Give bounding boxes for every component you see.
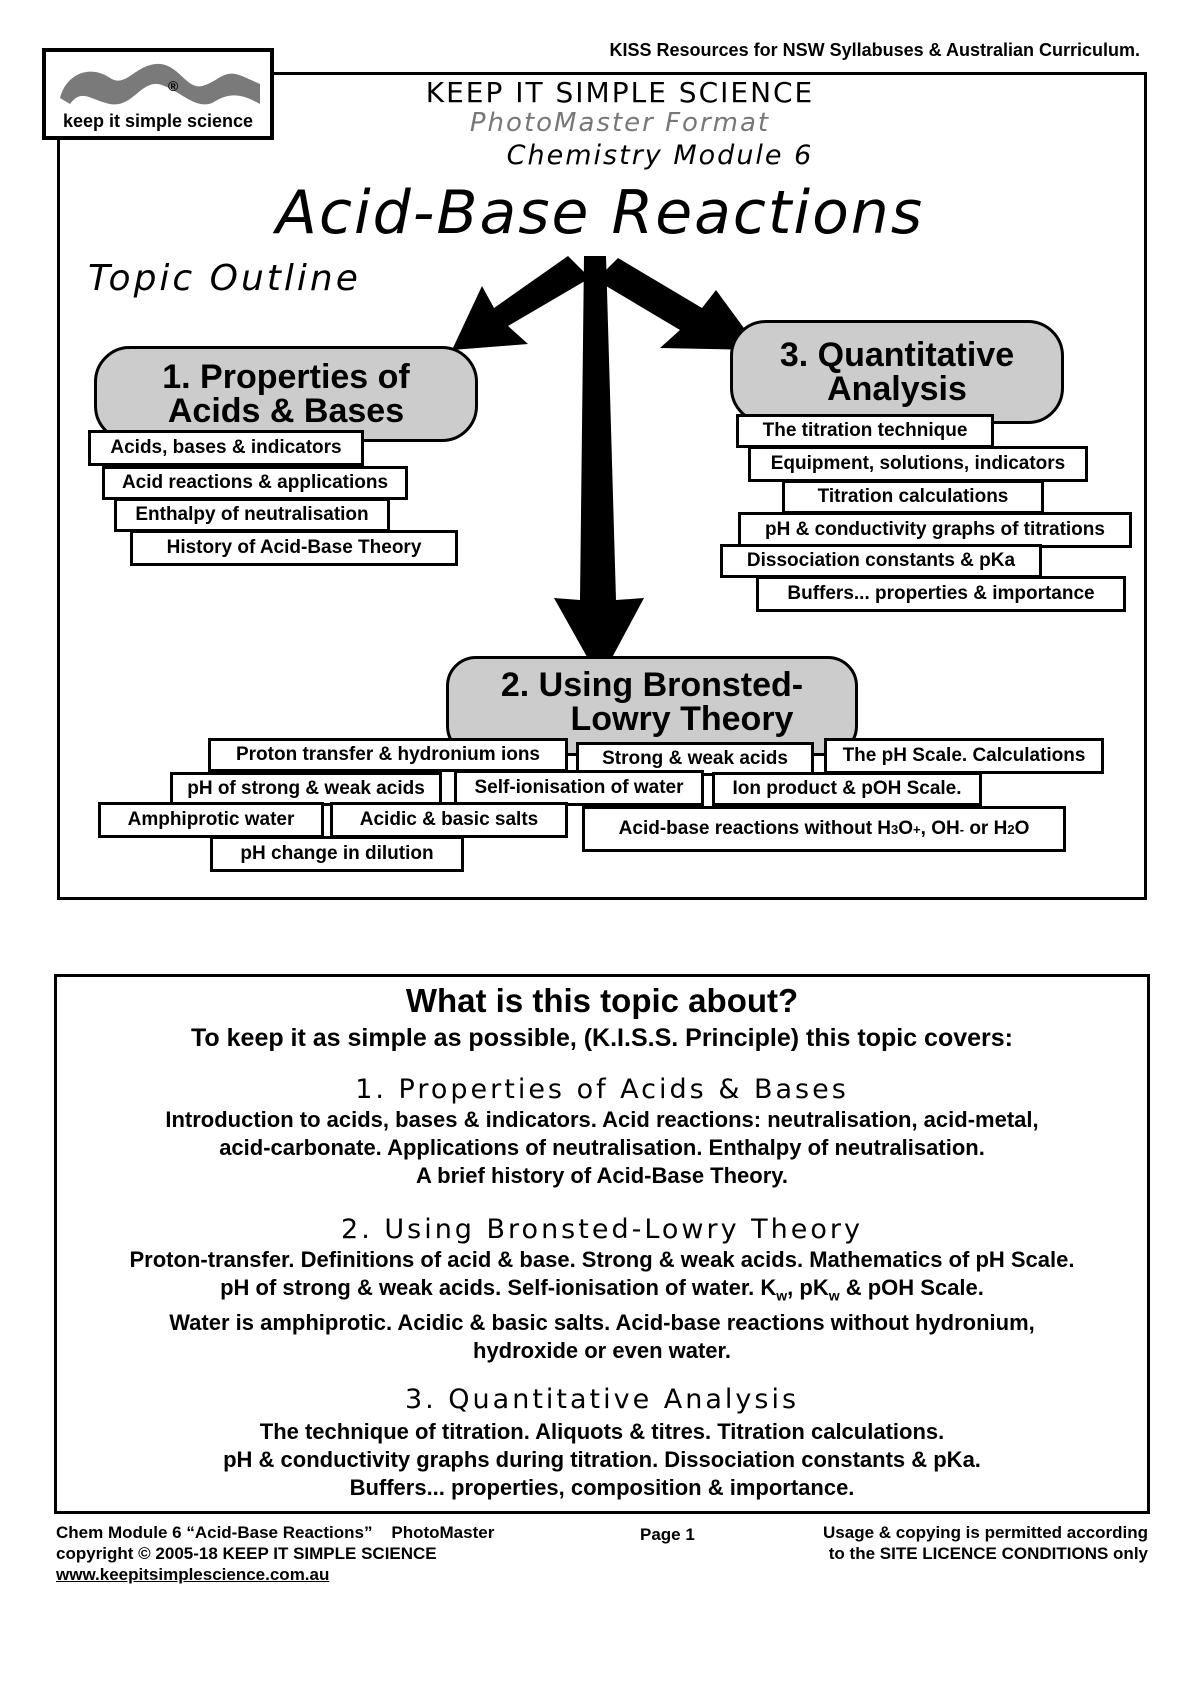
s3-item: Dissociation constants & pKa: [720, 544, 1042, 578]
kiss-logo: [42, 48, 274, 140]
section2-title-line2: Lowry Theory: [570, 700, 794, 738]
section3-title-line1: 3. Quantitative: [779, 336, 1015, 374]
about-s2-heading: 2. Using Bronsted-Lowry Theory: [341, 1214, 863, 1245]
s3-item: pH & conductivity graphs of titrations: [738, 512, 1132, 548]
kiss-resources-text: KISS Resources for NSW Syllabuses & Australian Curriculum.: [609, 40, 1140, 60]
registered-mark: ®: [168, 78, 179, 94]
s1-item: History of Acid-Base Theory: [130, 530, 458, 566]
footer-copyright: copyright © 2005-18 KEEP IT SIMPLE SCIENCE: [56, 1544, 437, 1563]
brand-title: KEEP IT SIMPLE SCIENCE: [425, 76, 815, 109]
s2-item: Acidic & basic salts: [330, 802, 568, 838]
footer-module: Chem Module 6 “Acid-Base Reactions” PhotoMaster: [56, 1523, 495, 1542]
section3-title-line2: Analysis: [827, 370, 967, 408]
section2-title-line1: 2. Using Bronsted-: [500, 666, 804, 704]
s3-item: Titration calculations: [782, 480, 1044, 514]
page-title: Acid-Base Reactions: [275, 178, 925, 248]
about-title: What is this topic about?: [405, 982, 799, 1019]
footer-usage: Usage & copying is permitted according to the SITE LICENCE CONDITIONS only: [823, 1523, 1148, 1563]
about-s3-heading: 3. Quantitative Analysis: [404, 1384, 800, 1415]
logo-wave-icon: [46, 54, 270, 116]
s3-item: Buffers... properties & importance: [756, 576, 1126, 612]
s2-item: Proton transfer & hydronium ions: [208, 738, 568, 772]
format-subtitle: PhotoMaster Format: [469, 108, 771, 138]
footer-url-link[interactable]: www.keepitsimplescience.com.au: [56, 1565, 330, 1584]
s2-item: Self-ionisation of water: [454, 770, 704, 806]
about-s1-heading: 1. Properties of Acids & Bases: [355, 1074, 849, 1105]
arrow-left-icon: [452, 256, 590, 350]
about-s3-body: The technique of titration. Aliquots & titres. Titration calculations. pH & conductivity graphs during titration. Dissociation constants & pKa. Buffers... properties, composition & importance.: [223, 1419, 981, 1500]
footer-left: [56, 1522, 494, 1585]
s2-item: pH change in dilution: [210, 836, 464, 872]
s2-item: The pH Scale. Calculations: [824, 738, 1104, 774]
section1-bubble: [94, 346, 478, 442]
module-subtitle: Chemistry Module 6: [506, 140, 814, 171]
about-s1-body: Introduction to acids, bases & indicators. Acid reactions: neutralisation, acid-metal, acid-carbonate. Applications of neutralisation. Enthalpy of neutralisation. A brief history of Acid-Base Theory.: [165, 1107, 1039, 1188]
section1-title-line2: Acids & Bases: [167, 392, 405, 430]
about-subtitle: To keep it as simple as possible, (K.I.S.S. Principle) this topic covers:: [191, 1024, 1013, 1052]
logo-text: keep it simple science: [62, 111, 254, 131]
section1-title-line1: 1. Properties of: [162, 358, 410, 396]
section3-bubble: [730, 320, 1064, 424]
s2-item: Strong & weak acids: [576, 742, 814, 776]
s1-item: Acids, bases & indicators: [88, 430, 364, 466]
s3-item: Equipment, solutions, indicators: [748, 446, 1088, 482]
page-number: Page 1: [640, 1525, 695, 1544]
s2-item: Amphiprotic water: [98, 802, 324, 838]
s2-item: Ion product & pOH Scale.: [712, 772, 982, 806]
s1-item: Acid reactions & applications: [102, 466, 408, 500]
about-s2-body: Proton-transfer. Definitions of acid & base. Strong & weak acids. Mathematics of pH Scale. pH of strong & weak acids. Self-ionisation of water. $K_w$, $pK_w$ & pOH Scale. Water is amphiprotic. Acidic & basic salts. Acid-base reactions without hydronium, hydroxide or even water.: [129, 1247, 1075, 1364]
s3-item: The titration technique: [736, 414, 994, 448]
arrow-down-icon: [554, 256, 644, 680]
s1-item: Enthalpy of neutralisation: [114, 498, 390, 532]
s2-item: pH of strong & weak acids: [170, 772, 442, 806]
topic-outline-label: Topic Outline: [88, 258, 361, 299]
s2-item-special: Acid-base reactions without H 3 O + , OH - or H 2 O: [582, 806, 1066, 852]
